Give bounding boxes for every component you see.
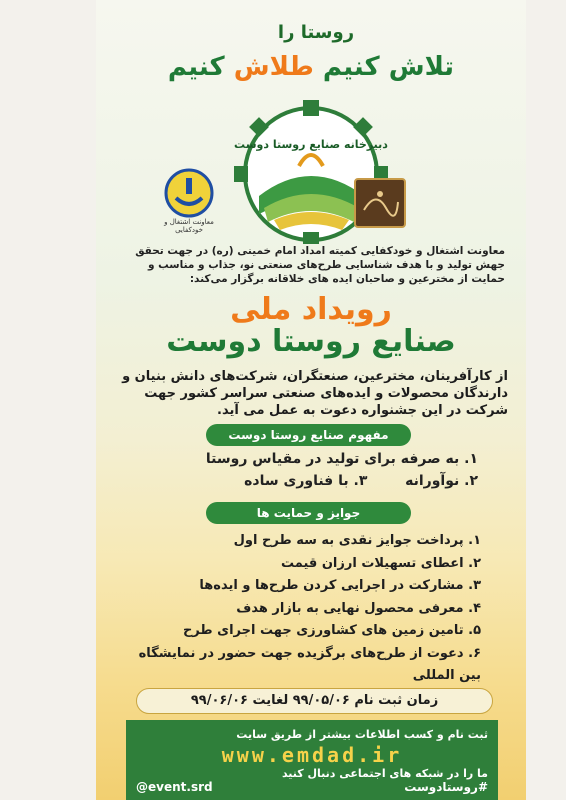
concept-items-2-3 [156, 470, 478, 492]
concept-heading: مفهوم صنایع روستا دوست [206, 424, 411, 446]
invite-paragraph: از کارآفرینان، مخترعین، صنعتگران، شرکت‌های دانش بنیان و دارندگان محصولات و ایده‌های صنعتی سراسر کشور جهت شرکت در این جشنواره دعوت به عمل می آید. [122, 369, 508, 418]
concept-item-3: ۳. با فناوری ساده [244, 473, 368, 489]
poster [96, 0, 526, 800]
concept-item-2: ۲. نوآورانه [405, 473, 478, 489]
slogan-part-1: تلاش کنیم [322, 52, 455, 82]
prize-item: ۶. دعوت از طرح‌های برگزیده جهت حضور در نمایشگاه بین المللی [138, 645, 481, 683]
website-link[interactable]: www.emdad.ir [221, 743, 403, 767]
slogan-accent: طلاش [233, 52, 314, 82]
footer-panel [126, 720, 498, 800]
prizes-heading: جوایز و حمایت ها [206, 502, 411, 524]
right-calligraphy-logo [354, 178, 406, 228]
intro-paragraph: معاونت اشتغال و خودکفایی کمیته امداد امام خمینی (ره) در جهت تحقق جهش تولید و با هدف شناسایی طرح‌های صنعتی نو، جذاب و مناسب و حمایت از مخترعین و صاحبان ایده های خلاقانه برگزار می‌کند: [135, 245, 505, 285]
footer-site-line: ثبت نام و کسب اطلاعات بیشتر از طریق سایت [236, 728, 488, 741]
prize-item: ۵. تامین زمین های کشاورزی جهت اجرای طرح [182, 623, 481, 638]
prize-item: ۳. مشارکت در اجرایی کردن طرح‌ها و ایده‌ها [199, 578, 481, 593]
prize-item: ۴. معرفی محصول نهایی به بازار هدف [236, 600, 481, 616]
emblem-script: دبیرخانه صنایع روستا دوست [234, 138, 388, 151]
calligraphy-icon [356, 180, 404, 226]
header-top-phrase: روستا را [277, 22, 355, 43]
slogan-part-2: کنیم [167, 52, 225, 82]
prizes-list [136, 530, 481, 688]
header-slogan [121, 52, 501, 82]
hashtag[interactable]: #روستادوست [404, 780, 488, 794]
registration-dates: زمان ثبت نام ۹۹/۰۵/۰۶ لغایت ۹۹/۰۶/۰۶ [136, 688, 493, 714]
instagram-handle[interactable]: @event.srd [136, 780, 213, 794]
prize-item: ۱. پرداخت جوایز نقدی به سه طرح اول [233, 533, 481, 548]
event-title-line2: صنایع روستا دوست [166, 324, 456, 359]
footer-social-line: ما را در شبکه های اجتماعی دنبال کنید [281, 767, 488, 780]
concept-list [156, 448, 478, 492]
emdad-logo [152, 168, 226, 234]
concept-item-1: ۱. به صرفه برای تولید در مقیاس روستا [205, 451, 478, 467]
emdad-logo-caption: معاونت اشتغال و خودکفایی [164, 218, 214, 234]
event-title-line1: رویداد ملی [230, 292, 392, 327]
emdad-hands-icon [164, 168, 214, 218]
prize-item: ۲. اعطای تسهیلات ارزان قیمت [281, 555, 481, 571]
